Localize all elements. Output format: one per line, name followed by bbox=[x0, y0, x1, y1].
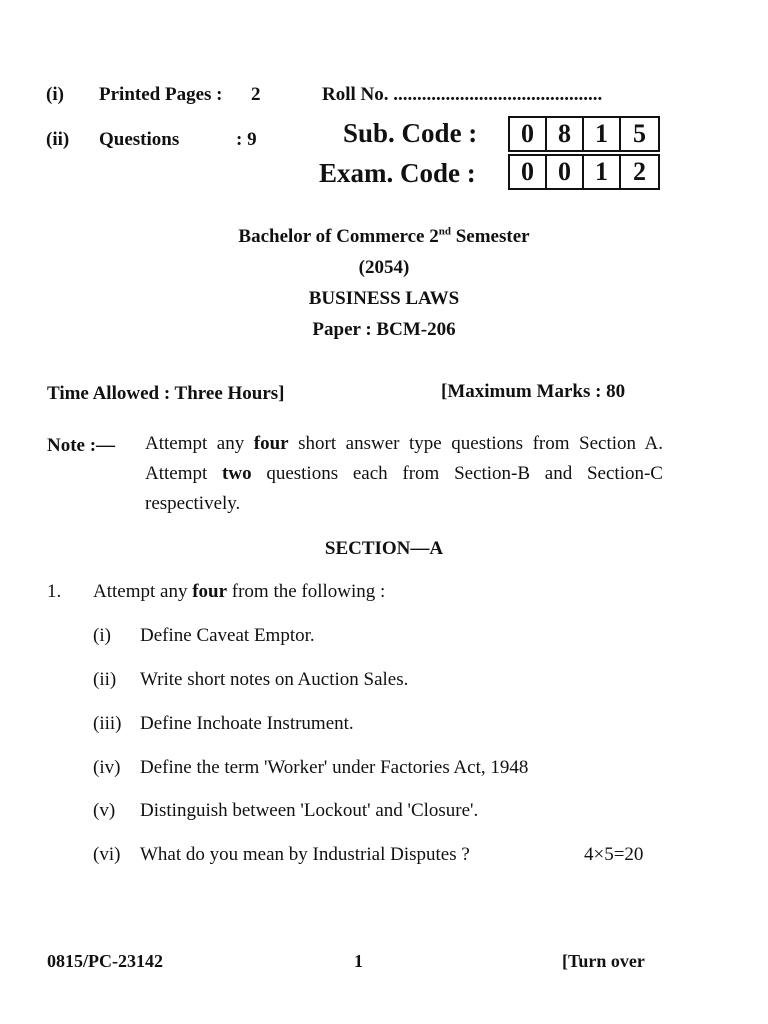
note-part: short answer type questions from Section A. Attempt bbox=[145, 433, 663, 484]
question-item-text: Define the term 'Worker' under Factories Act, 1948 bbox=[140, 757, 529, 778]
degree-prefix: Bachelor of Commerce 2 bbox=[238, 226, 439, 247]
degree-superscript: nd bbox=[438, 225, 451, 238]
exam-year: (2054) bbox=[358, 257, 410, 278]
exam-code-digit: 0 bbox=[547, 156, 584, 188]
note-bold-four: four bbox=[253, 433, 289, 454]
time-allowed: Time Allowed : Three Hours] bbox=[47, 383, 285, 404]
roll-number-field: Roll No. ............................................ bbox=[322, 84, 603, 105]
question-1-prefix: Attempt any bbox=[93, 581, 193, 602]
note-label: Note :— bbox=[47, 435, 116, 456]
question-item-text: Define Inchoate Instrument. bbox=[140, 713, 354, 734]
note-part: questions each from Section-B and Section-C respectively. bbox=[145, 463, 663, 514]
question-1-bold: four bbox=[192, 581, 228, 602]
questions-number: (ii) bbox=[46, 129, 70, 150]
sub-code-digit: 1 bbox=[584, 118, 621, 150]
questions-label: Questions bbox=[99, 129, 180, 150]
exam-code-boxes bbox=[508, 154, 660, 190]
degree-suffix: Semester bbox=[450, 226, 530, 247]
question-item-number: (iv) bbox=[93, 757, 121, 778]
exam-code-digit: 0 bbox=[510, 156, 547, 188]
question-item-number: (v) bbox=[93, 800, 116, 821]
exam-code-digit: 1 bbox=[584, 156, 621, 188]
note-text bbox=[145, 429, 663, 519]
sub-code-boxes bbox=[508, 116, 660, 152]
paper-code: Paper : BCM-206 bbox=[312, 319, 456, 340]
footer-turn-over: [Turn over bbox=[562, 951, 645, 971]
footer-paper-code: 0815/PC-23142 bbox=[47, 951, 163, 971]
questions-value: : 9 bbox=[236, 129, 257, 150]
degree-title bbox=[0, 226, 768, 248]
question-item-text: What do you mean by Industrial Disputes ? bbox=[140, 844, 470, 865]
sub-code-digit: 0 bbox=[510, 118, 547, 150]
question-1-number: 1. bbox=[47, 581, 62, 602]
question-item-text: Define Caveat Emptor. bbox=[140, 625, 315, 646]
sub-code-digit: 8 bbox=[547, 118, 584, 150]
question-1-suffix: from the following : bbox=[227, 581, 386, 602]
section-a-heading: SECTION—A bbox=[324, 538, 444, 559]
printed-pages-number: (i) bbox=[46, 84, 64, 105]
note-bold-two: two bbox=[222, 463, 252, 484]
question-item-number: (vi) bbox=[93, 844, 121, 865]
question-1-text bbox=[93, 581, 385, 603]
question-item-text: Write short notes on Auction Sales. bbox=[140, 669, 409, 690]
maximum-marks: [Maximum Marks : 80 bbox=[441, 381, 626, 402]
question-item-number: (i) bbox=[93, 625, 111, 646]
subject-title: BUSINESS LAWS bbox=[308, 288, 460, 309]
printed-pages-value: 2 bbox=[251, 84, 261, 105]
question-item-number: (ii) bbox=[93, 669, 117, 690]
question-item-number: (iii) bbox=[93, 713, 122, 734]
sub-code-digit: 5 bbox=[633, 119, 646, 148]
exam-code-label: Exam. Code : bbox=[319, 158, 476, 188]
footer-page-number: 1 bbox=[354, 951, 363, 971]
question-1-marks: 4×5=20 bbox=[584, 844, 644, 865]
note-part: Attempt any bbox=[145, 433, 254, 454]
exam-code-digit: 2 bbox=[633, 157, 646, 186]
sub-code-label: Sub. Code : bbox=[343, 118, 478, 148]
printed-pages-label: Printed Pages : bbox=[99, 84, 223, 105]
question-item-text: Distinguish between 'Lockout' and 'Closure'. bbox=[140, 800, 479, 821]
